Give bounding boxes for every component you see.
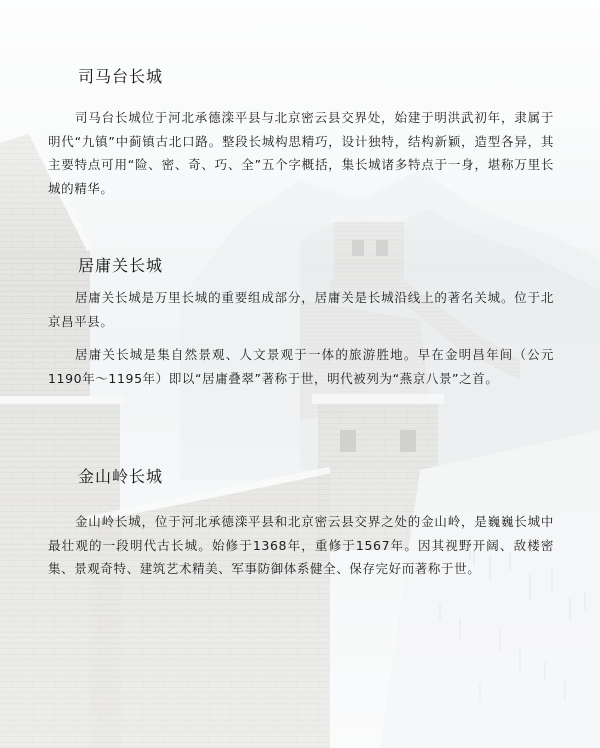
section-title-jinshanling: 金山岭长城 xyxy=(78,467,164,486)
section-paragraph-juyongguan-2: 居庸关长城是集自然景观、人文景观于一体的旅游胜地。早在金明昌年间（公元1190年～1195年）即以“居庸叠翠”著称于世，明代被列为“燕京八景”之首。 xyxy=(48,347,554,386)
section-paragraph-jinshanling: 金山岭长城，位于河北承德滦平县和北京密云县交界之处的金山岭，是巍巍长城中最壮观的一段明代古长城。始修于1368年，重修于1567年。因其视野开阔、敌楼密集、景观奇特、建筑艺术精美、军事防御体系健全、保存完好而著称于世。 xyxy=(48,514,554,576)
section-paragraph-simatai: 司马台长城位于河北承德滦平县与北京密云县交界处，始建于明洪武初年，隶属于明代“九镇”中蓟镇古北口路。整段长城构思精巧，设计独特，结构新颖，造型各异，其主要特点可用“险、密、奇、巧、全”五个字概括，集长城诸多特点于一身，堪称万里长城的精华。 xyxy=(48,110,554,196)
section-paragraph-juyongguan-1: 居庸关长城是万里长城的重要组成部分，居庸关是长城沿线上的著名关城。位于北京昌平县。 xyxy=(48,290,554,329)
section-title-juyongguan: 居庸关长城 xyxy=(78,256,164,275)
section-title-simatai: 司马台长城 xyxy=(78,67,164,86)
